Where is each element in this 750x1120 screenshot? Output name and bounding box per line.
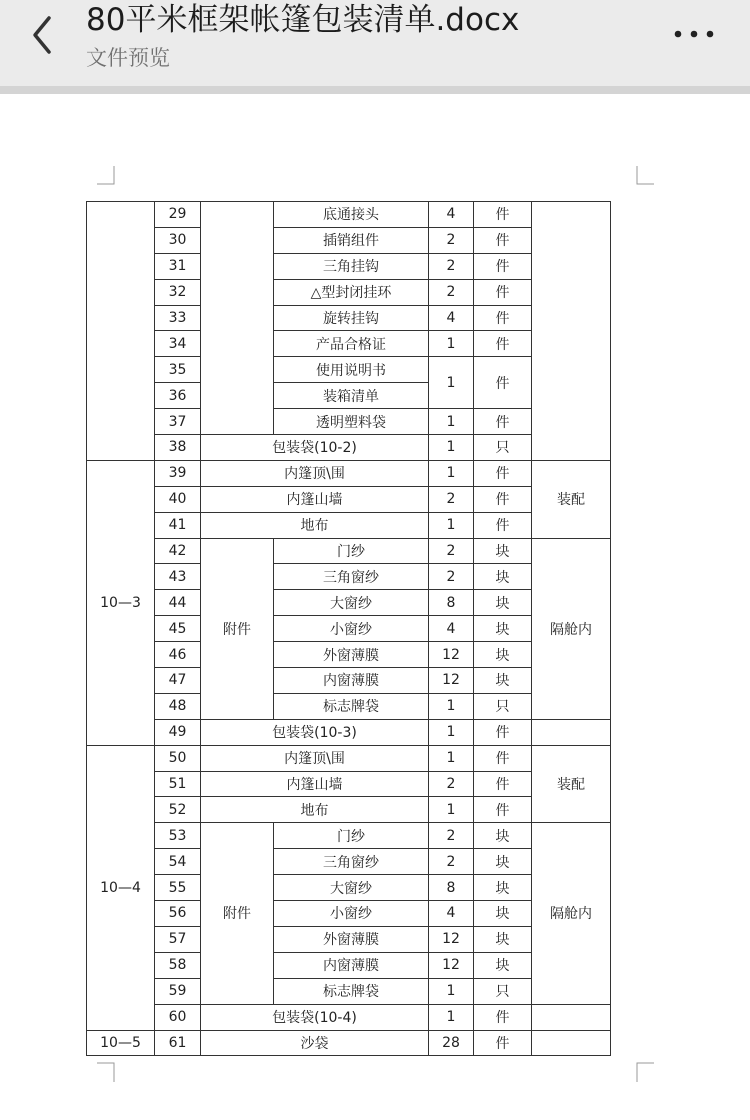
item-name: 包装袋(10-3) [201, 719, 429, 745]
item-name: 地布 [201, 512, 429, 538]
item-number: 60 [155, 1004, 201, 1030]
document-subtitle: 文件预览 [86, 46, 170, 70]
group-cell: 10—5 [87, 1030, 155, 1056]
table-row [87, 823, 611, 849]
note-cell [532, 1030, 611, 1056]
table-row [87, 1004, 611, 1030]
page-corner-mark [636, 1062, 654, 1082]
item-number: 33 [155, 305, 201, 331]
note-cell [532, 719, 611, 745]
item-qty: 1 [429, 409, 474, 435]
item-number: 30 [155, 227, 201, 253]
item-unit: 块 [474, 616, 532, 642]
item-number: 56 [155, 901, 201, 927]
item-number: 58 [155, 952, 201, 978]
item-number: 37 [155, 409, 201, 435]
item-qty: 1 [429, 435, 474, 461]
item-unit: 块 [474, 926, 532, 952]
item-unit: 件 [474, 227, 532, 253]
item-name: 标志牌袋 [274, 978, 429, 1004]
table-row [87, 1030, 611, 1056]
chevron-left-icon [31, 15, 53, 55]
item-number: 34 [155, 331, 201, 357]
item-number: 47 [155, 668, 201, 694]
item-number: 45 [155, 616, 201, 642]
item-number: 61 [155, 1030, 201, 1056]
table-row [87, 719, 611, 745]
table-row [87, 745, 611, 771]
item-name: 内窗薄膜 [274, 952, 429, 978]
item-name: 包装袋(10-4) [201, 1004, 429, 1030]
item-qty: 1 [429, 693, 474, 719]
item-name: 大窗纱 [274, 875, 429, 901]
top-bar-divider [0, 86, 750, 94]
item-qty: 4 [429, 616, 474, 642]
item-qty: 12 [429, 952, 474, 978]
item-qty: 1 [429, 331, 474, 357]
item-name: 内篷顶\围 [201, 460, 429, 486]
item-qty: 1 [429, 512, 474, 538]
item-number: 50 [155, 745, 201, 771]
item-unit: 块 [474, 952, 532, 978]
item-qty: 1 [429, 1004, 474, 1030]
item-unit: 件 [474, 409, 532, 435]
item-qty: 8 [429, 590, 474, 616]
note-cell: 隔舱内 [532, 538, 611, 719]
category-cell: 附件 [201, 823, 274, 1004]
item-number: 39 [155, 460, 201, 486]
item-name: 小窗纱 [274, 616, 429, 642]
item-number: 48 [155, 693, 201, 719]
item-unit: 只 [474, 978, 532, 1004]
item-number: 54 [155, 849, 201, 875]
item-name: △型封闭挂环 [274, 279, 429, 305]
item-name: 插销组件 [274, 227, 429, 253]
item-unit: 件 [474, 771, 532, 797]
item-qty: 2 [429, 538, 474, 564]
item-number: 57 [155, 926, 201, 952]
item-unit: 件 [474, 1030, 532, 1056]
item-number: 52 [155, 797, 201, 823]
item-unit: 件 [474, 460, 532, 486]
item-number: 32 [155, 279, 201, 305]
item-unit: 只 [474, 693, 532, 719]
item-unit: 块 [474, 823, 532, 849]
item-name: 透明塑料袋 [274, 409, 429, 435]
item-name: 门纱 [274, 823, 429, 849]
item-number: 41 [155, 512, 201, 538]
item-qty: 28 [429, 1030, 474, 1056]
item-qty: 2 [429, 279, 474, 305]
note-cell [532, 202, 611, 461]
item-qty: 2 [429, 253, 474, 279]
item-name: 内窗薄膜 [274, 668, 429, 694]
item-number: 43 [155, 564, 201, 590]
document-title: 80平米框架帐篷包装清单.docx [86, 2, 520, 38]
table-row [87, 538, 611, 564]
note-cell: 隔舱内 [532, 823, 611, 1004]
item-unit: 块 [474, 849, 532, 875]
item-qty: 1 [429, 357, 474, 409]
item-name: 内篷山墙 [201, 771, 429, 797]
item-number: 36 [155, 383, 201, 409]
page-corner-mark [636, 166, 654, 186]
item-unit: 件 [474, 305, 532, 331]
item-unit: 只 [474, 435, 532, 461]
category-cell: 附件 [201, 538, 274, 719]
item-qty: 1 [429, 460, 474, 486]
note-cell: 装配 [532, 745, 611, 823]
item-name: 使用说明书 [274, 357, 429, 383]
item-name: 大窗纱 [274, 590, 429, 616]
item-number: 46 [155, 642, 201, 668]
item-number: 29 [155, 202, 201, 228]
item-name: 标志牌袋 [274, 693, 429, 719]
item-unit: 件 [474, 253, 532, 279]
item-name: 小窗纱 [274, 901, 429, 927]
item-unit: 件 [474, 279, 532, 305]
item-unit: 块 [474, 590, 532, 616]
item-number: 31 [155, 253, 201, 279]
back-button[interactable] [22, 10, 62, 60]
item-unit: 块 [474, 642, 532, 668]
item-qty: 2 [429, 823, 474, 849]
item-number: 55 [155, 875, 201, 901]
packing-list-table [86, 201, 611, 1056]
item-qty: 12 [429, 668, 474, 694]
item-name: 旋转挂钩 [274, 305, 429, 331]
group-cell: 10—3 [87, 460, 155, 745]
top-bar [0, 0, 750, 86]
item-name: 地布 [201, 797, 429, 823]
table-row [87, 202, 611, 228]
group-cell [87, 202, 155, 461]
item-number: 51 [155, 771, 201, 797]
item-name: 内篷山墙 [201, 486, 429, 512]
item-qty: 2 [429, 227, 474, 253]
item-number: 53 [155, 823, 201, 849]
item-qty: 1 [429, 745, 474, 771]
item-qty: 1 [429, 978, 474, 1004]
table-row [87, 460, 611, 486]
more-horizontal-icon [672, 29, 716, 39]
item-qty: 2 [429, 849, 474, 875]
item-unit: 块 [474, 538, 532, 564]
page-corner-mark [97, 166, 115, 186]
item-qty: 12 [429, 926, 474, 952]
note-cell: 装配 [532, 460, 611, 538]
item-unit: 件 [474, 357, 532, 409]
item-unit: 件 [474, 1004, 532, 1030]
item-name: 外窗薄膜 [274, 642, 429, 668]
item-number: 38 [155, 435, 201, 461]
item-unit: 块 [474, 901, 532, 927]
item-name: 包装袋(10-2) [201, 435, 429, 461]
page-corner-mark [97, 1062, 115, 1082]
item-qty: 1 [429, 797, 474, 823]
item-name: 装箱清单 [274, 383, 429, 409]
item-unit: 件 [474, 745, 532, 771]
item-number: 44 [155, 590, 201, 616]
item-unit: 块 [474, 875, 532, 901]
item-name: 底通接头 [274, 202, 429, 228]
item-unit: 件 [474, 797, 532, 823]
category-cell [201, 202, 274, 435]
item-unit: 件 [474, 719, 532, 745]
item-name: 三角窗纱 [274, 564, 429, 590]
item-unit: 件 [474, 202, 532, 228]
item-unit: 块 [474, 564, 532, 590]
item-qty: 4 [429, 901, 474, 927]
item-name: 内篷顶\围 [201, 745, 429, 771]
item-number: 35 [155, 357, 201, 383]
item-name: 三角挂钩 [274, 253, 429, 279]
item-qty: 8 [429, 875, 474, 901]
item-number: 40 [155, 486, 201, 512]
item-unit: 块 [474, 668, 532, 694]
item-number: 49 [155, 719, 201, 745]
item-name: 产品合格证 [274, 331, 429, 357]
document-preview[interactable] [0, 94, 750, 1120]
item-name: 门纱 [274, 538, 429, 564]
item-qty: 12 [429, 642, 474, 668]
item-name: 三角窗纱 [274, 849, 429, 875]
note-cell [532, 1004, 611, 1030]
item-unit: 件 [474, 331, 532, 357]
item-unit: 件 [474, 512, 532, 538]
item-number: 59 [155, 978, 201, 1004]
item-qty: 2 [429, 564, 474, 590]
group-cell: 10—4 [87, 745, 155, 1030]
item-qty: 4 [429, 202, 474, 228]
item-name: 外窗薄膜 [274, 926, 429, 952]
item-name: 沙袋 [201, 1030, 429, 1056]
item-number: 42 [155, 538, 201, 564]
more-button[interactable] [664, 14, 724, 54]
item-qty: 2 [429, 486, 474, 512]
item-qty: 1 [429, 719, 474, 745]
item-qty: 4 [429, 305, 474, 331]
item-unit: 件 [474, 486, 532, 512]
item-qty: 2 [429, 771, 474, 797]
